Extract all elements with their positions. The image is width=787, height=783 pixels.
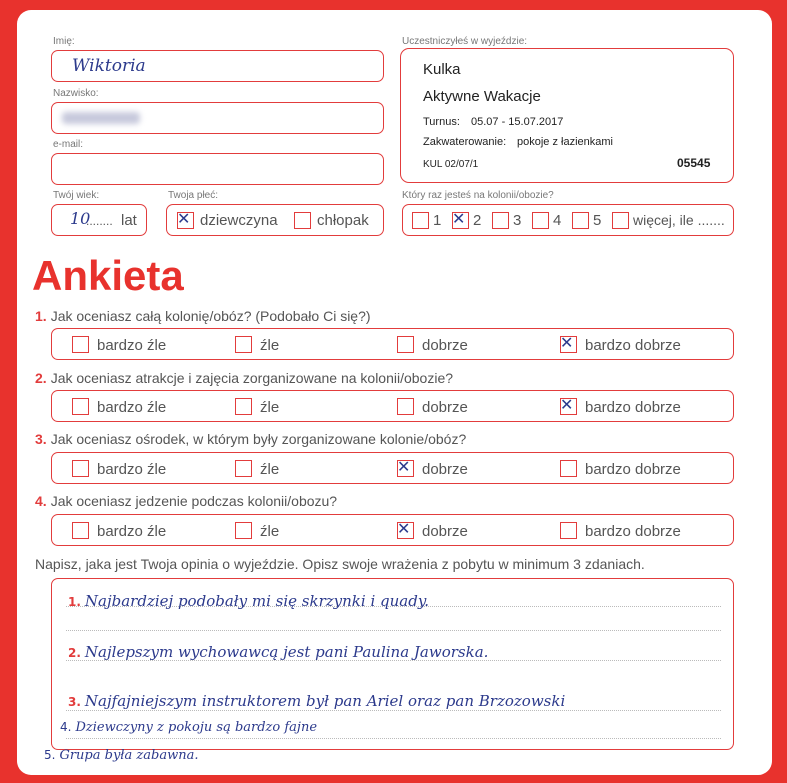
email-field[interactable] [51, 153, 384, 185]
times-checkbox-5[interactable] [572, 212, 589, 229]
opinion-rule [66, 710, 721, 711]
trip-brand: Kulka [423, 61, 461, 78]
opinion-text: Grupa była zabawna. [59, 748, 199, 763]
check-mark-icon: ✕ [397, 519, 411, 538]
question-number: 1. [35, 308, 47, 324]
trip-info-box [400, 48, 734, 183]
times-checkbox-1[interactable] [412, 212, 429, 229]
gender-option-boy: chłopak [317, 212, 369, 229]
name-value: Wiktoria [72, 56, 146, 76]
check-mark-icon: ✕ [397, 457, 411, 476]
q4-option-bad: źle [260, 523, 280, 540]
q3-option-very-bad-checkbox[interactable] [72, 460, 89, 477]
q1-option-bad-checkbox[interactable] [235, 336, 252, 353]
q2-option-very-bad: bardzo źle [97, 399, 167, 416]
surname-field[interactable] [51, 102, 384, 134]
opinion-prompt: Napisz, jaka jest Twoja opinia o wyjeździe. Opisz swoje wrażenia z pobytu w minimum 3 zdaniach. [35, 556, 645, 572]
q4-option-very-bad-checkbox[interactable] [72, 522, 89, 539]
q2-option-good: dobrze [422, 399, 468, 416]
opinion-text: Najfajniejszym instruktorem był pan Ariel oraz pan Brzozowski [84, 692, 566, 710]
q1-option-very-good-checkbox[interactable] [560, 333, 577, 353]
survey-title: Ankieta [32, 252, 184, 299]
q3-option-very-bad: bardzo źle [97, 461, 167, 478]
q3-option-very-good-checkbox[interactable] [560, 460, 577, 477]
q4-option-bad-checkbox[interactable] [235, 522, 252, 539]
gender-label: Twoja płeć: [168, 190, 219, 201]
question-number: 4. [35, 493, 47, 509]
q1-option-good-checkbox[interactable] [397, 336, 414, 353]
times-option-2: 2 [473, 212, 482, 229]
surname-label: Nazwisko: [53, 88, 99, 99]
q2-option-good-checkbox[interactable] [397, 398, 414, 415]
gender-option-girl: dziewczyna [200, 212, 278, 229]
age-field[interactable] [51, 204, 147, 236]
question-number: 3. [35, 431, 47, 447]
question-1 [35, 308, 371, 324]
times-checkbox-more[interactable] [612, 212, 629, 229]
check-mark-icon: ✕ [452, 209, 466, 228]
blurred-surname [62, 112, 140, 124]
q3-option-good-checkbox[interactable] [397, 457, 414, 477]
times-option-more: więcej, ile ....... [633, 212, 725, 228]
trip-label: Uczestniczyłeś w wyjeździe: [402, 36, 528, 47]
age-value: 10 [70, 209, 91, 228]
question-number: 2. [35, 370, 47, 386]
q4-option-good-checkbox[interactable] [397, 519, 414, 539]
gender-field [166, 204, 384, 236]
question-4 [35, 493, 337, 509]
answer-row-2 [51, 390, 734, 422]
answer-row-4 [51, 514, 734, 546]
age-unit: lat [121, 212, 137, 229]
age-label: Twój wiek: [53, 190, 100, 201]
answer-row-1 [51, 328, 734, 360]
opinion-text: Najlepszym wychowawcą jest pani Paulina Jaworska. [84, 643, 489, 661]
q2-option-very-good: bardzo dobrze [585, 399, 681, 416]
q1-option-good: dobrze [422, 337, 468, 354]
trip-code: KUL 02/07/1 [423, 159, 479, 170]
opinion-line-5: 5. Grupa była zabawna. [44, 748, 199, 763]
answer-row-3 [51, 452, 734, 484]
q1-option-very-good: bardzo dobrze [585, 337, 681, 354]
times-field [402, 204, 734, 236]
opinion-line-3: 3. Najfajniejszym instruktorem był pan Ariel oraz pan Brzozowski [68, 692, 566, 710]
question-text: Jak oceniasz jedzenie podczas kolonii/obozu? [50, 493, 338, 509]
turnus-label: Turnus: [423, 116, 460, 128]
q4-option-good: dobrze [422, 523, 468, 540]
question-text: Jak oceniasz ośrodek, w którym były zorganizowane kolonie/obóz? [50, 431, 467, 447]
trip-program: Aktywne Wakacje [423, 88, 541, 105]
q3-option-very-good: bardzo dobrze [585, 461, 681, 478]
q1-option-very-bad: bardzo źle [97, 337, 167, 354]
times-option-1: 1 [433, 212, 442, 229]
q2-option-very-bad-checkbox[interactable] [72, 398, 89, 415]
question-2 [35, 370, 453, 386]
gender-checkbox-boy[interactable] [294, 212, 311, 229]
opinion-line-4: 4. Dziewczyny z pokoju są bardzo fajne [60, 720, 318, 735]
email-label: e-mail: [53, 139, 84, 150]
opinion-line-1: 1. Najbardziej podobały mi się skrzynki i quady. [68, 592, 430, 610]
age-dots: ........ [86, 214, 113, 228]
opinion-rule [66, 630, 721, 631]
q1-option-very-bad-checkbox[interactable] [72, 336, 89, 353]
name-field[interactable] [51, 50, 384, 82]
q4-option-very-good: bardzo dobrze [585, 523, 681, 540]
turnus-value: 05.07 - 15.07.2017 [471, 116, 564, 128]
opinion-text: Najbardziej podobały mi się skrzynki i quady. [84, 592, 430, 610]
check-mark-icon: ✕ [560, 395, 574, 414]
accommodation-value: pokoje z łazienkami [517, 136, 613, 148]
question-3 [35, 431, 466, 447]
times-label: Który raz jesteś na kolonii/obozie? [402, 190, 554, 201]
q2-option-bad: źle [260, 399, 280, 416]
times-checkbox-3[interactable] [492, 212, 509, 229]
opinion-rule [66, 738, 721, 739]
name-label: Imię: [53, 36, 75, 47]
opinion-text: Dziewczyny z pokoju są bardzo fajne [75, 720, 318, 735]
question-text: Jak oceniasz całą kolonię/obóz? (Podobało Ci się?) [50, 308, 371, 324]
trip-number: 05545 [677, 156, 711, 170]
times-checkbox-2[interactable] [452, 209, 469, 229]
check-mark-icon: ✕ [560, 333, 574, 352]
question-text: Jak oceniasz atrakcje i zajęcia zorganizowane na kolonii/obozie? [50, 370, 454, 386]
times-option-3: 3 [513, 212, 522, 229]
opinion-line-2: 2. Najlepszym wychowawcą jest pani Paulina Jaworska. [68, 643, 489, 661]
q1-option-bad: źle [260, 337, 280, 354]
q2-option-very-good-checkbox[interactable] [560, 395, 577, 415]
accommodation-label: Zakwaterowanie: [423, 136, 507, 148]
gender-checkbox-girl[interactable] [177, 209, 194, 229]
times-option-4: 4 [553, 212, 562, 229]
check-mark-icon: ✕ [177, 209, 191, 228]
q4-option-very-good-checkbox[interactable] [560, 522, 577, 539]
q3-option-bad-checkbox[interactable] [235, 460, 252, 477]
q3-option-good: dobrze [422, 461, 468, 478]
times-option-5: 5 [593, 212, 602, 229]
q2-option-bad-checkbox[interactable] [235, 398, 252, 415]
times-checkbox-4[interactable] [532, 212, 549, 229]
q4-option-very-bad: bardzo źle [97, 523, 167, 540]
q3-option-bad: źle [260, 461, 280, 478]
